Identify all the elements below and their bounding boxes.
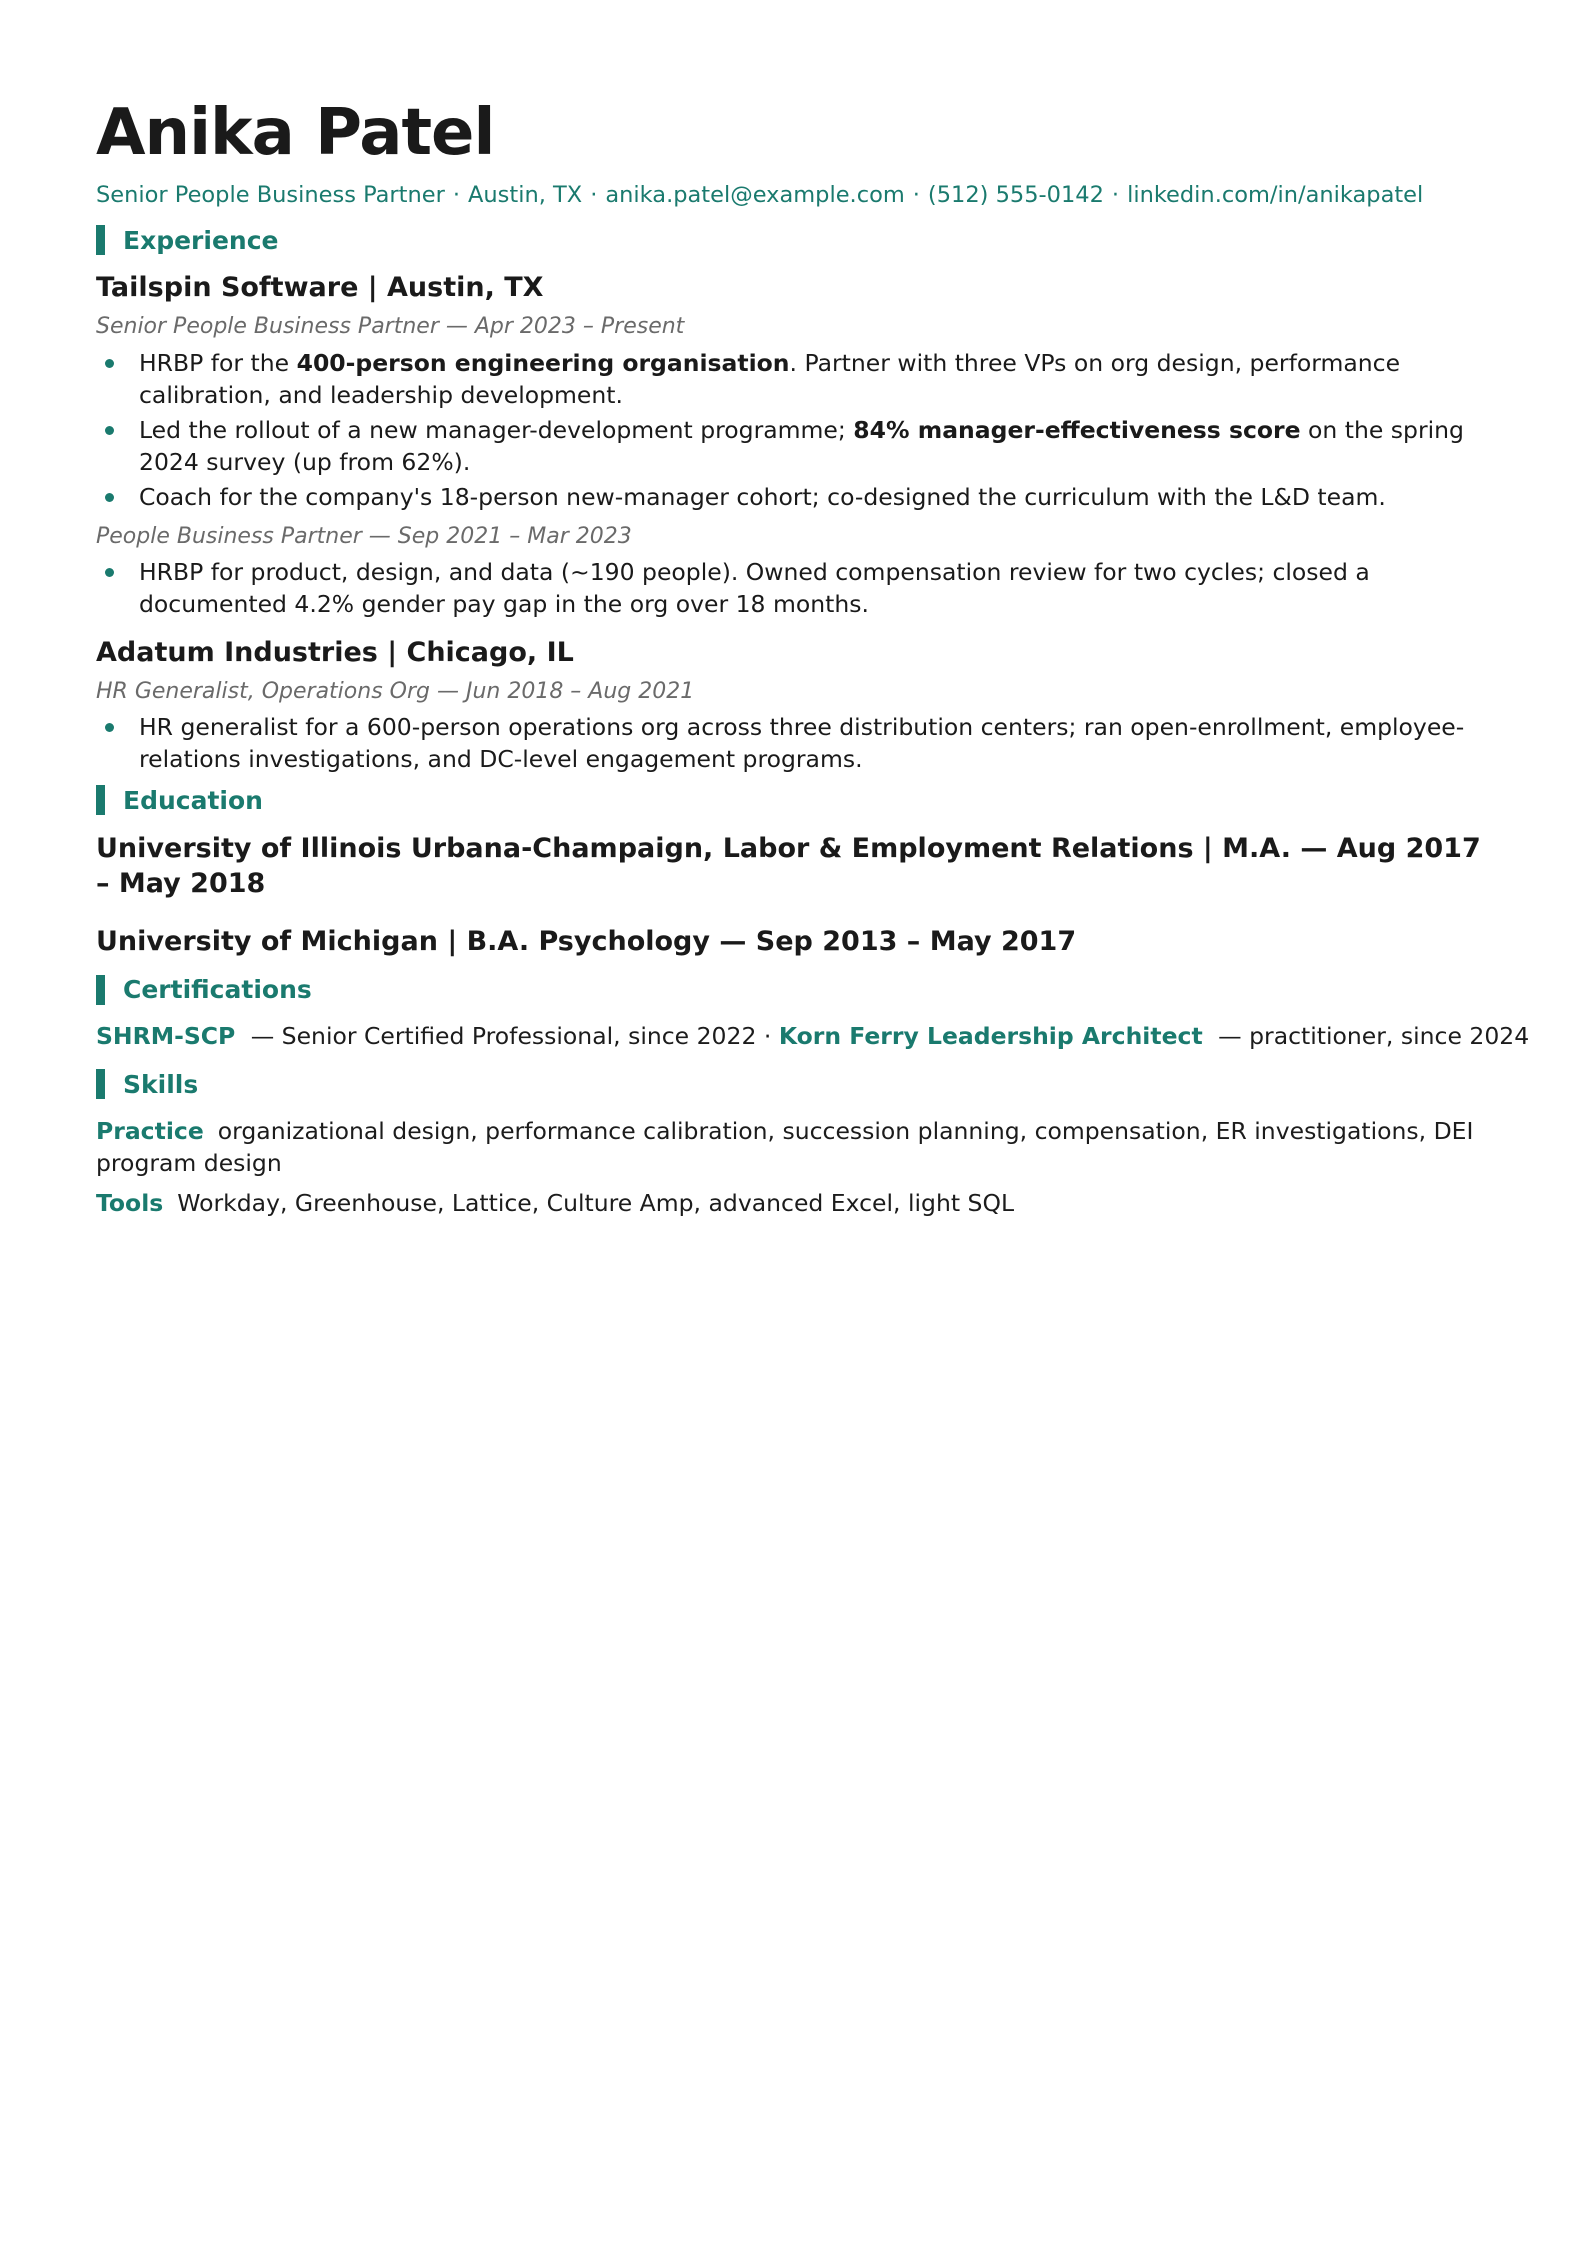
section-skills: [96, 1069, 1492, 1099]
bullet-item: [96, 556, 1492, 620]
bullet-icon: [105, 493, 114, 502]
bullet-text: Coach for the company's 18-person new-manager cohort; co-designed the curriculum with the L&D team.: [139, 482, 1386, 511]
bullet-text: HRBP for product, design, and data (~190 people). Owned compensation review for two cycles; closed a documented 4.2% gender pay gap in the org over 18 months.: [139, 558, 1370, 619]
skill-row: [96, 1187, 1492, 1219]
bullet-item: [96, 711, 1492, 775]
email-link[interactable]: anika.patel@example.com: [605, 182, 905, 209]
section-education: [96, 785, 1492, 815]
bullet-text: HR generalist for a 600-person operations org across three distribution centers; ran open-enrollment, employee-relations investigations, and DC-level engagement programs.: [139, 713, 1465, 774]
section-title: Skills: [123, 1069, 199, 1099]
bullet-text: on the spring 2024 survey (up from 62%).: [139, 415, 1464, 476]
skill-label: Practice: [96, 1117, 204, 1146]
separator: ·: [1111, 182, 1120, 209]
skill-row: [96, 1115, 1492, 1179]
separator: ·: [756, 1021, 779, 1050]
separator: ·: [452, 182, 461, 209]
certification-detail: — practitioner, since 2024: [1210, 1021, 1530, 1050]
location: Austin, TX: [468, 182, 583, 209]
bullet-text: Led the rollout of a new manager-development programme;: [139, 415, 854, 444]
education-entry: University of Illinois Urbana-Champaign, Labor & Employment Relations | M.A. — Aug 2017 – May 2018: [96, 833, 1481, 900]
bullet-icon: [105, 723, 114, 732]
section-accent-bar: [96, 225, 105, 255]
bullet-icon: [105, 359, 114, 368]
bullet-list: [96, 711, 1492, 775]
contact-line: [96, 182, 1492, 209]
bullet-icon: [105, 568, 114, 577]
bullet-icon: [105, 426, 114, 435]
certification-name: Korn Ferry Leadership Architect: [778, 1021, 1203, 1050]
section-accent-bar: [96, 785, 105, 815]
role-title: People Business Partner — Sep 2021 – Mar 2023: [96, 523, 632, 549]
section-title: Education: [123, 785, 263, 815]
skill-value: Workday, Greenhouse, Lattice, Culture Amp, advanced Excel, light SQL: [177, 1189, 1015, 1218]
certification-name: SHRM-SCP: [96, 1021, 236, 1050]
bullet-highlight: 84% manager-effectiveness score: [853, 415, 1301, 444]
bullet-highlight: 400-person engineering organisation: [296, 348, 790, 377]
section-accent-bar: [96, 1069, 105, 1099]
skill-value: organizational design, performance calibration, succession planning, compensation, ER investigations, DEI program design: [96, 1117, 1474, 1178]
company-name: Tailspin Software | Austin, TX: [96, 272, 544, 304]
section-accent-bar: [96, 975, 105, 1005]
candidate-name: Anika Patel: [96, 96, 495, 170]
job-title: Senior People Business Partner: [96, 182, 445, 209]
bullet-item: [96, 347, 1492, 411]
certification-detail: — Senior Certified Professional, since 2022: [243, 1021, 757, 1050]
bullet-text: HRBP for the: [139, 348, 297, 377]
bullet-text: . Partner with three VPs on org design, performance calibration, and leadership development.: [139, 348, 1401, 409]
phone-number: (512) 555-0142: [927, 182, 1104, 209]
role-title: HR Generalist, Operations Org — Jun 2018 – Aug 2021: [96, 678, 695, 704]
linkedin-link[interactable]: linkedin.com/in/anikapatel: [1127, 182, 1424, 209]
bullet-list: [96, 556, 1492, 620]
separator: ·: [590, 182, 598, 209]
company-name: Adatum Industries | Chicago, IL: [96, 637, 574, 669]
bullet-list: [96, 347, 1492, 513]
section-title: Certifications: [123, 975, 312, 1005]
bullet-item: [96, 481, 1492, 513]
bullet-item: [96, 414, 1492, 478]
section-certifications: [96, 975, 1492, 1005]
education-entry: University of Michigan | B.A. Psychology — Sep 2013 – May 2017: [96, 925, 1077, 957]
certifications-line: [96, 1021, 1530, 1052]
role-title: Senior People Business Partner — Apr 2023 – Present: [96, 314, 685, 340]
section-experience: [96, 225, 1492, 255]
skill-label: Tools: [96, 1189, 164, 1218]
section-title: Experience: [123, 225, 279, 255]
separator: ·: [912, 182, 920, 209]
